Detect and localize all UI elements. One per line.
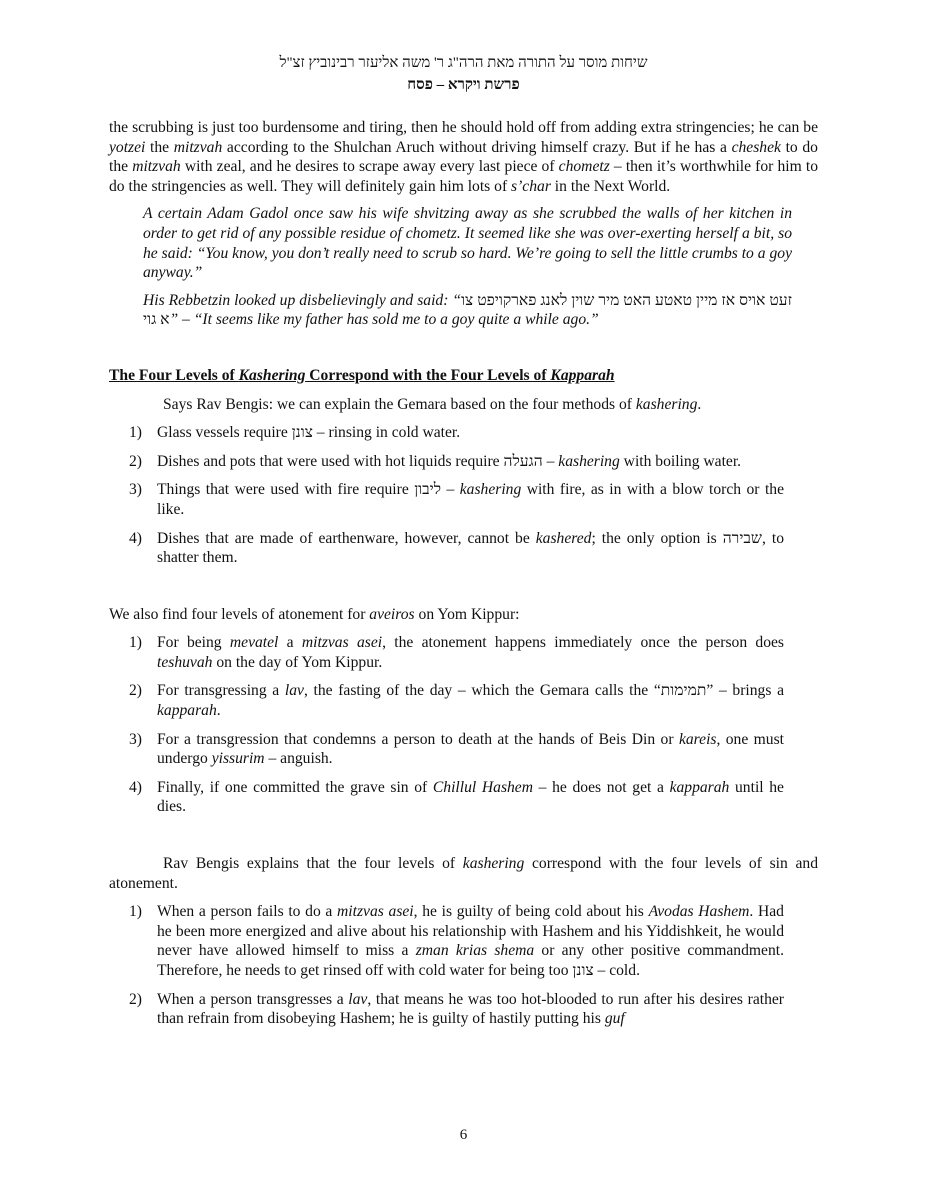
list-item: 1) When a person fails to do a mitzvas asei, he is guilty of being cold about his Avodas Hashem. Had he been more energized and alive about his relationship with Hashem and his Yiddishkeit, he would never have allowed himself to miss a zman krias shema or any other positive commandment. Therefore, he needs to get rinsed off with cold water for being too צונן – cold. [129, 903, 784, 979]
rebbetzin-quote: His Rebbetzin looked up disbelievingly and said: “זעט אויס אז מיין טאטע האט מיר שוין לאנג פארקויפט צו א גוי” – “It seems like my father has sold me to a goy quite a while ago.” [143, 291, 792, 329]
list-item: 4) Dishes that are made of earthenware, however, cannot be kashered; the only option is שבירה, to shatter them. [129, 529, 784, 567]
yiddish-phrase: זעט אויס אז מיין טאטע האט מיר שוין לאנג פארקויפט צו א גוי [143, 291, 792, 329]
list-item: 2) Dishes and pots that were used with hot liquids require הגעלה – kashering with boiling water. [129, 452, 742, 470]
running-header-title: שיחות מוסר על התורה מאת הרה"ג ר' משה אליעזר רבינוביץ זצ"ל [279, 55, 648, 71]
list-item: 3) Things that were used with fire require ליבון – kashering with fire, as in with a blow torch or the like. [129, 481, 784, 518]
section-heading: The Four Levels of Kashering Correspond with the Four Levels of Kapparah [109, 366, 615, 384]
document-body [109, 118, 818, 1029]
list-item: 3) For a transgression that condemns a person to death at the hands of Beis Din or kareis, one must undergo yissurim – anguish. [129, 730, 784, 768]
list-item: 1) Glass vessels require צונן – rinsing in cold water. [129, 424, 461, 442]
page-number: 6 [459, 1127, 468, 1143]
kashering-intro: Says Rav Bengis: we can explain the Gemara based on the four methods of kashering. [163, 395, 702, 413]
explain-paragraph: Rav Bengis explains that the four levels of kashering correspond with the four levels of sin and atonement. [109, 855, 818, 892]
list-item: 4) Finally, if one committed the grave sin of Chillul Hashem – he does not get a kapparah until he dies. [129, 778, 784, 816]
list-item: 2) When a person transgresses a lav, that means he was too hot-blooded to run after his desires rather than refrain from disobeying Hashem; he is guilty of hastily putting his guf [129, 990, 784, 1028]
atonement-intro: We also find four levels of atonement for aveiros on Yom Kippur: [109, 605, 520, 623]
story-quote: A certain Adam Gadol once saw his wife shvitzing away as she scrubbed the walls of her kitchen in order to get rid of any possible residue of chometz. It seemed like she was over-exerting herself a bit, so he said: “You know, you don’t really need to scrub so hard. We’re going to sell the little crumbs to a goy anyway.” [143, 205, 792, 282]
list-item: 2) For transgressing a lav, the fasting of the day – which the Gemara calls the “תמימות” – brings a kapparah. [129, 682, 784, 720]
running-header-parsha: פרשת ויקרא – פסח [407, 77, 520, 93]
kashering-methods-list [109, 423, 818, 568]
atonement-levels-list [109, 633, 818, 817]
list-item: 1) For being mevatel a mitzvas asei, the atonement happens immediately once the person does teshuvah on the day of Yom Kippur. [129, 634, 784, 671]
correspondence-list [109, 902, 818, 1029]
intro-paragraph: the scrubbing is just too burdensome and tiring, then he should hold off from adding extra stringencies; he can be yotzei the mitzvah according to the Shulchan Aruch without driving himself crazy. But if he has a cheshek to do the mitzvah with zeal, and he desires to scrape away every last piece of chometz – then it’s worthwhile for him to do the stringencies as well. They will definitely gain him lots of s’char in the Next World. [109, 119, 818, 195]
